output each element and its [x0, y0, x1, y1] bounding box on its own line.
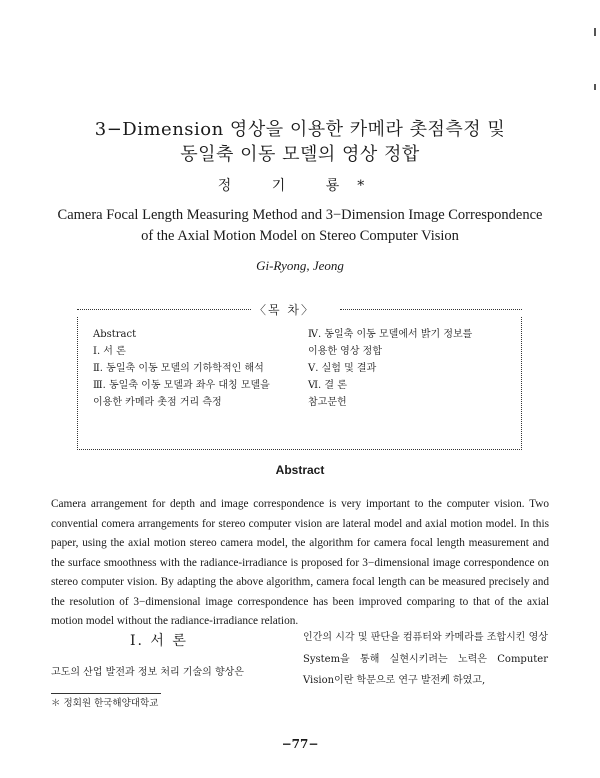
toc-item-section4-cont: 이용한 영상 정합	[308, 346, 382, 357]
intro-text-left-column: 고도의 산업 발전과 정보 처리 기술의 향상은	[51, 667, 244, 678]
toc-item-section3: Ⅲ. 동일축 이동 모델과 좌우 대칭 모델을	[93, 380, 270, 391]
section-heading-intro: Ⅰ. 서 론	[130, 633, 188, 649]
toc-left-column	[93, 326, 270, 411]
toc-item-abstract: Abstract	[93, 329, 137, 340]
scan-edge-mark	[594, 84, 596, 90]
toc-item-section6: Ⅵ. 결 론	[308, 380, 347, 391]
intro-text-right-column: 인간의 시각 및 판단을 컴퓨터와 카메라를 조합시킨 영상 System을 통해 실현시키려는 노력은 Computer Vision이란 학문으로 연구 발전케 하였고,	[303, 632, 548, 686]
paper-title-korean-line1: 3−Dimension 영상을 이용한 카메라 촛점측정 및	[94, 119, 506, 140]
toc-item-section4: Ⅳ. 동일축 이동 모델에서 밝기 정보를	[308, 329, 473, 340]
toc-item-intro: Ⅰ. 서 론	[93, 346, 126, 357]
toc-right-column	[308, 326, 472, 411]
toc-heading: 〈목 차〉	[254, 303, 315, 317]
toc-item-section3-cont: 이용한 카메라 촛점 거리 측정	[93, 397, 222, 408]
abstract-body: Camera arrangement for depth and image correspondence is very important to the computer vision. Two convential comera arrangements for stereo computer vision are lateral model and axial motion model. In this paper, using the axial motion stereo camera model, the algorithm for camera focal length measurement and the surface smoothness with the radiance-irradiance is proposed for 3−dimensional image correspondence on stereo computer vision. By adapting the above algorithm, camera focal length can be measured precisely and the resolution of 3−dimensional image correspondence has been improved comparing to that of the axial motion model without the radiance-irradiance relation.	[51, 498, 549, 627]
author-english: Gi-Ryong, Jeong	[256, 258, 344, 273]
paper-title-korean-line2: 동일축 이동 모델의 영상 정합	[180, 144, 420, 165]
toc-item-section2: Ⅱ. 동일축 이동 모델의 기하학적인 해석	[93, 363, 264, 374]
toc-item-references: 참고문헌	[308, 397, 347, 408]
toc-border-top-right	[340, 309, 522, 310]
footnote-divider	[51, 693, 161, 694]
author-affiliation-footnote: ＊ 정회원 한국해양대학교	[51, 698, 159, 709]
paper-title-english-line2: of the Axial Motion Model on Stereo Computer Vision	[141, 228, 459, 244]
abstract-heading: Abstract	[275, 463, 325, 477]
scan-edge-mark	[594, 28, 596, 36]
toc-item-section5: Ⅴ. 실험 및 결과	[308, 363, 377, 374]
toc-border-top-left	[77, 309, 251, 310]
author-korean: 정 기 룡*	[217, 178, 383, 194]
paper-title-english-line1: Camera Focal Length Measuring Method and 3−Dimension Image Correspondence	[57, 207, 543, 223]
page-number: −77−	[281, 737, 319, 751]
